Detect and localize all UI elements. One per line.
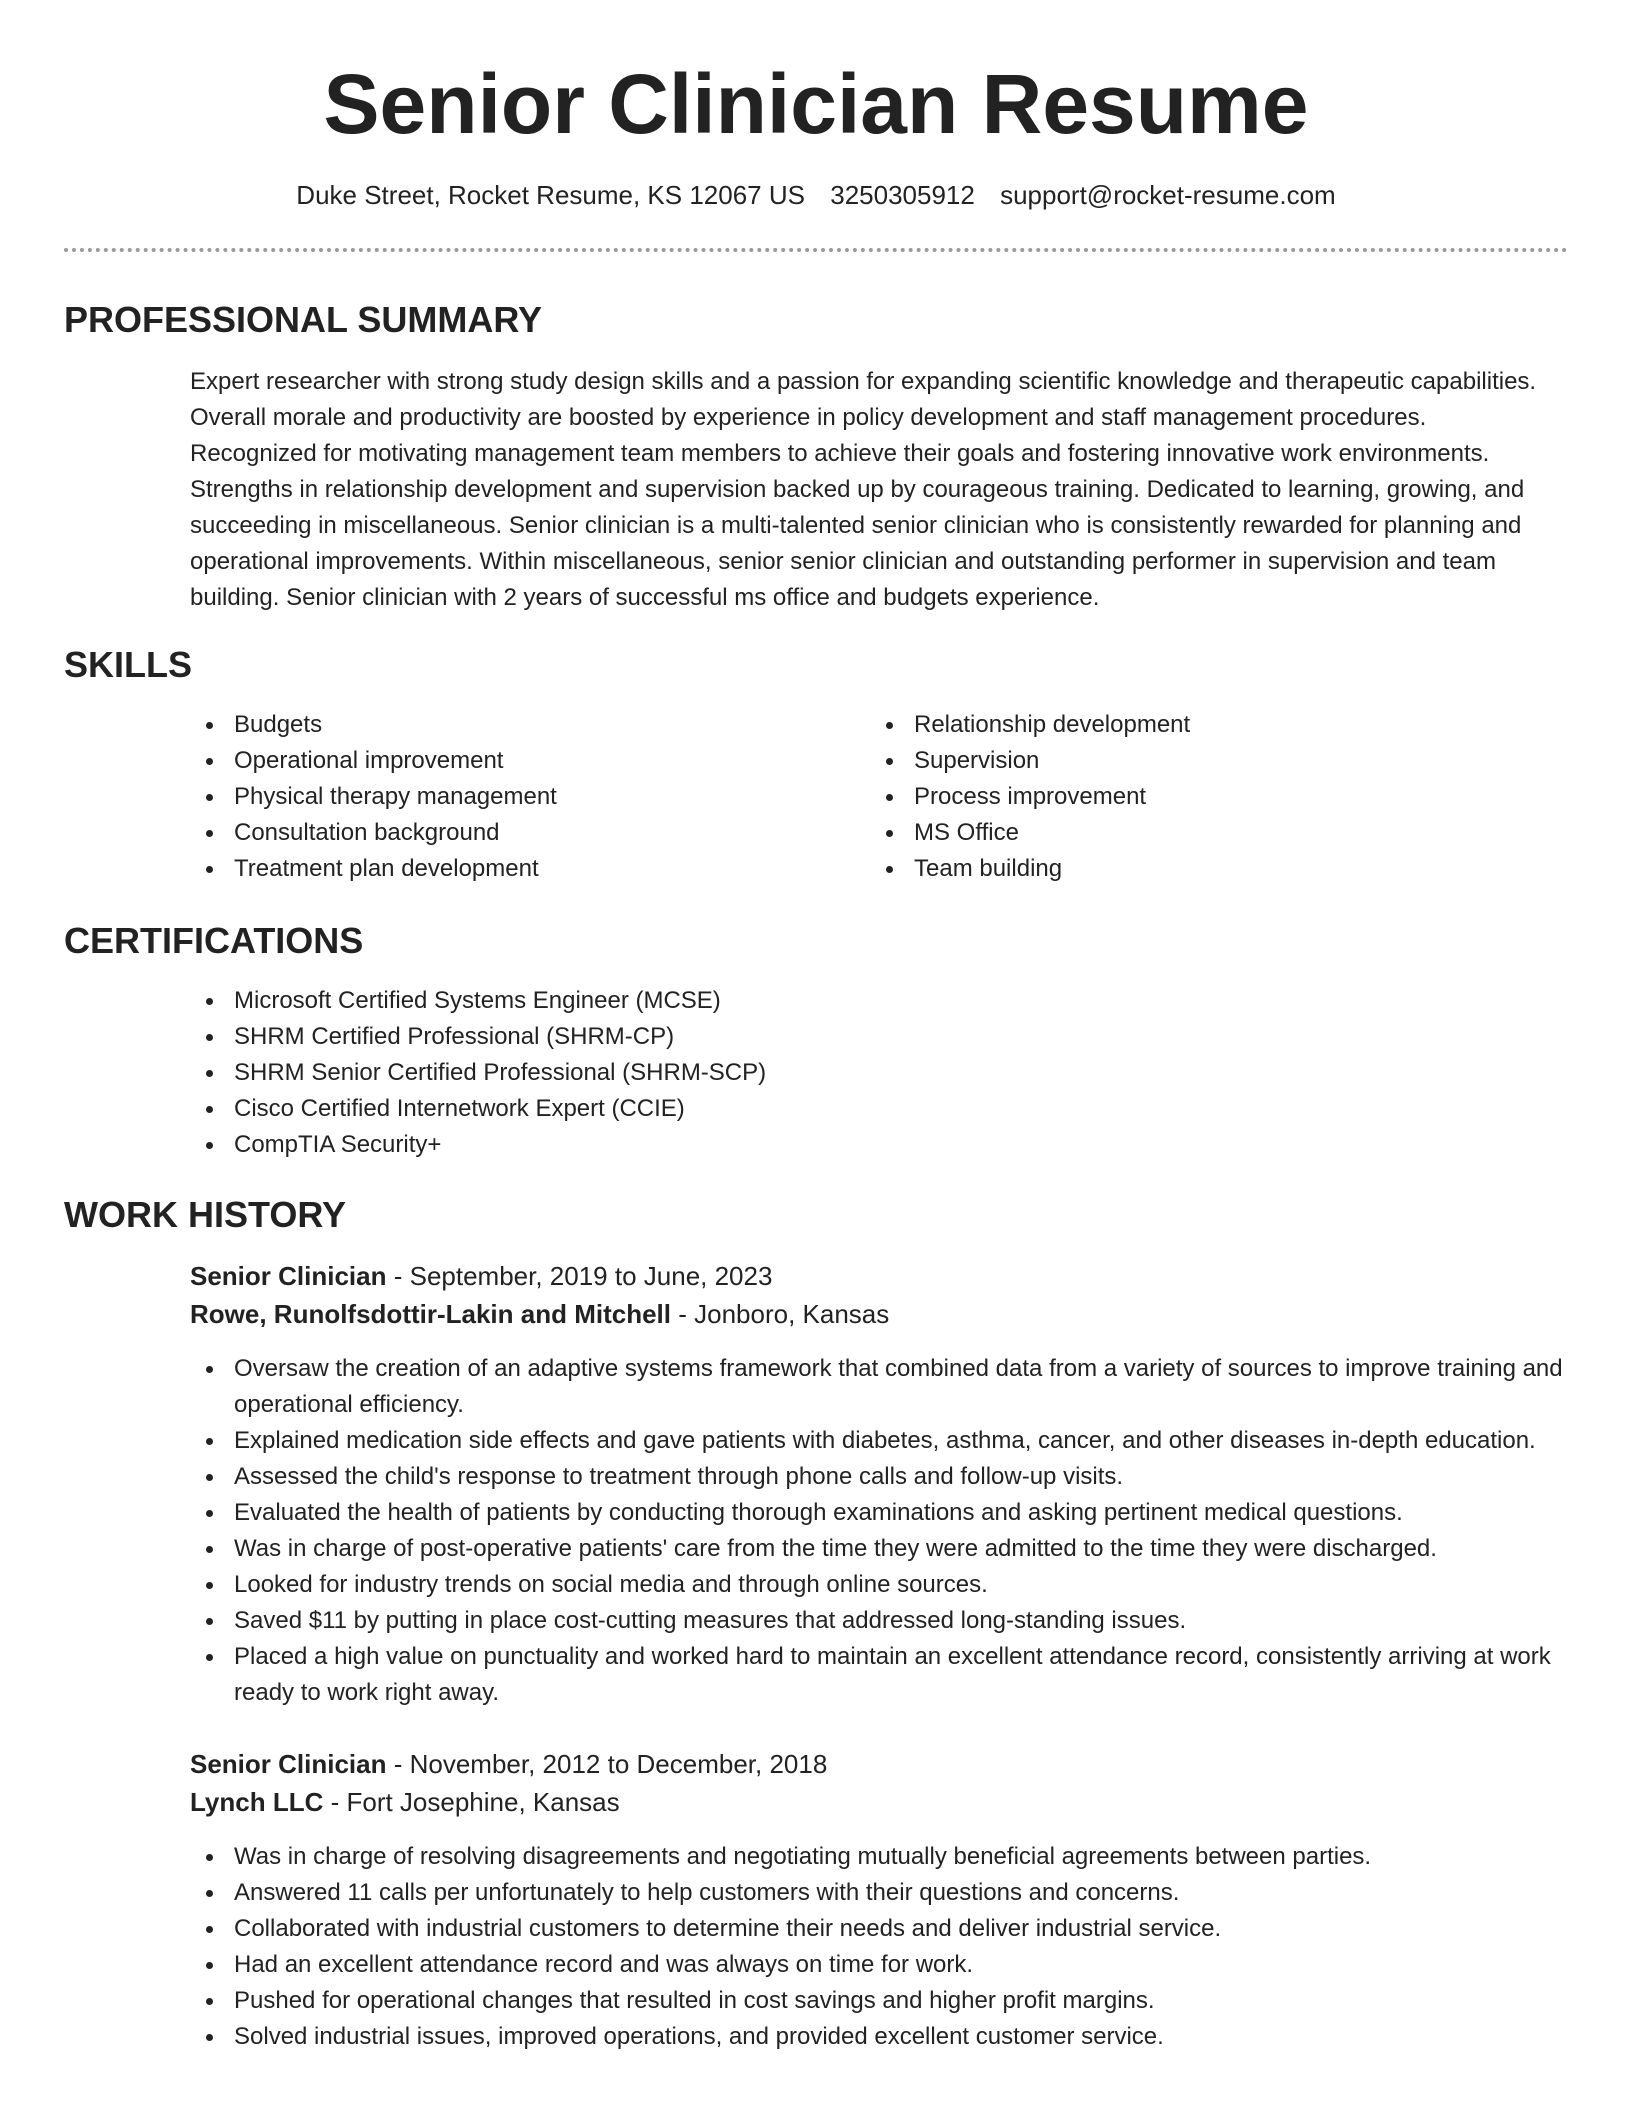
job-company-line [190, 1783, 1568, 1821]
certification-item: SHRM Senior Certified Professional (SHRM-SCP) [190, 1055, 1568, 1091]
contact-line [64, 182, 1568, 208]
summary-text: Expert researcher with strong study design skills and a passion for expanding scientific knowledge and therapeutic capabilities. Overall morale and productivity are boosted by experience in policy development and staff management procedures. Recognized for motivating management team members to achieve their goals and fostering innovative work environments. Strengths in relationship development and supervision backed up by courageous training. Dedicated to learning, growing, and succeeding in miscellaneous. Senior clinician is a multi-talented senior clinician who is consistently rewarded for planning and operational improvements. Within miscellaneous, senior senior clinician and outstanding performer in supervision and team building. Senior clinician with 2 years of successful ms office and budgets experience. [190, 368, 1537, 611]
job-bullet: Evaluated the health of patients by conducting thorough examinations and asking pertinent medical questions. [190, 1495, 1568, 1531]
contact-address: Duke Street, Rocket Resume, KS 12067 US [296, 180, 805, 210]
job-entry [64, 1257, 1568, 1711]
job-bullet: Saved $11 by putting in place cost-cutting measures that addressed long-standing issues. [190, 1603, 1568, 1639]
resume-title: Senior Clinician Resume [323, 57, 1309, 151]
skill-item: Relationship development [870, 707, 1568, 743]
certification-item: CompTIA Security+ [190, 1127, 1568, 1163]
skill-item: Budgets [190, 707, 870, 743]
job-bullet: Assessed the child's response to treatment through phone calls and follow-up visits. [190, 1459, 1568, 1495]
job-bullet: Was in charge of post-operative patients' care from the time they were admitted to the time they were discharged. [190, 1531, 1568, 1567]
skill-item: Process improvement [870, 779, 1568, 815]
skill-item: Supervision [870, 743, 1568, 779]
skill-item: MS Office [870, 815, 1568, 851]
skill-item: Consultation background [190, 815, 870, 851]
summary-section [64, 299, 1568, 616]
work-history-section [64, 1194, 1568, 2055]
job-bullet: Solved industrial issues, improved operations, and provided excellent customer service. [190, 2019, 1568, 2055]
work-history-heading: WORK HISTORY [64, 1194, 347, 1235]
job-company: Rowe, Runolfsdottir-Lakin and Mitchell [190, 1299, 671, 1329]
skills-grid [64, 707, 1568, 887]
certifications-heading: CERTIFICATIONS [64, 920, 364, 961]
contact-email: support@rocket-resume.com [1000, 180, 1336, 210]
skill-item: Physical therapy management [190, 779, 870, 815]
job-dates: - November, 2012 to December, 2018 [386, 1749, 828, 1779]
job-title-line [190, 1257, 1568, 1295]
skill-item: Treatment plan development [190, 851, 870, 887]
job-entry [64, 1745, 1568, 2055]
job-location: - Jonboro, Kansas [671, 1299, 890, 1329]
job-bullet: Placed a high value on punctuality and worked hard to maintain an excellent attendance record, consistently arriving at work ready to work right away. [190, 1639, 1568, 1711]
header-divider [64, 248, 1568, 252]
certification-item: Cisco Certified Internetwork Expert (CCIE) [190, 1091, 1568, 1127]
job-bullet: Collaborated with industrial customers to determine their needs and deliver industrial service. [190, 1911, 1568, 1947]
job-bullet: Was in charge of resolving disagreements and negotiating mutually beneficial agreements between parties. [190, 1839, 1568, 1875]
job-bullet: Explained medication side effects and gave patients with diabetes, asthma, cancer, and other diseases in-depth education. [190, 1423, 1568, 1459]
summary-heading: PROFESSIONAL SUMMARY [64, 299, 543, 340]
certifications-section [64, 920, 1568, 1163]
job-bullet: Had an excellent attendance record and was always on time for work. [190, 1947, 1568, 1983]
job-role: Senior Clinician [190, 1261, 387, 1291]
job-bullet: Answered 11 calls per unfortunately to help customers with their questions and concerns. [190, 1875, 1568, 1911]
job-bullet: Pushed for operational changes that resulted in cost savings and higher profit margins. [190, 1983, 1568, 2019]
skills-section [64, 644, 1568, 887]
job-bullet: Looked for industry trends on social media and through online sources. [190, 1567, 1568, 1603]
job-bullets [190, 1839, 1568, 2055]
skill-item: Team building [870, 851, 1568, 887]
job-role: Senior Clinician [190, 1749, 387, 1779]
job-dates: - September, 2019 to June, 2023 [386, 1261, 773, 1291]
job-bullets [190, 1351, 1568, 1711]
skill-item: Operational improvement [190, 743, 870, 779]
skills-list-left [190, 707, 870, 887]
certification-item: SHRM Certified Professional (SHRM-CP) [190, 1019, 1568, 1055]
skills-list-right [870, 707, 1568, 887]
contact-phone: 3250305912 [830, 180, 975, 210]
skills-heading: SKILLS [64, 644, 193, 685]
job-company: Lynch LLC [190, 1787, 324, 1817]
job-company-line [190, 1295, 1568, 1333]
job-bullet: Oversaw the creation of an adaptive systems framework that combined data from a variety of sources to improve training and operational efficiency. [190, 1351, 1568, 1423]
certification-item: Microsoft Certified Systems Engineer (MCSE) [190, 983, 1568, 1019]
job-title-line [190, 1745, 1568, 1783]
certifications-list [64, 983, 1568, 1163]
job-location: - Fort Josephine, Kansas [323, 1787, 620, 1817]
